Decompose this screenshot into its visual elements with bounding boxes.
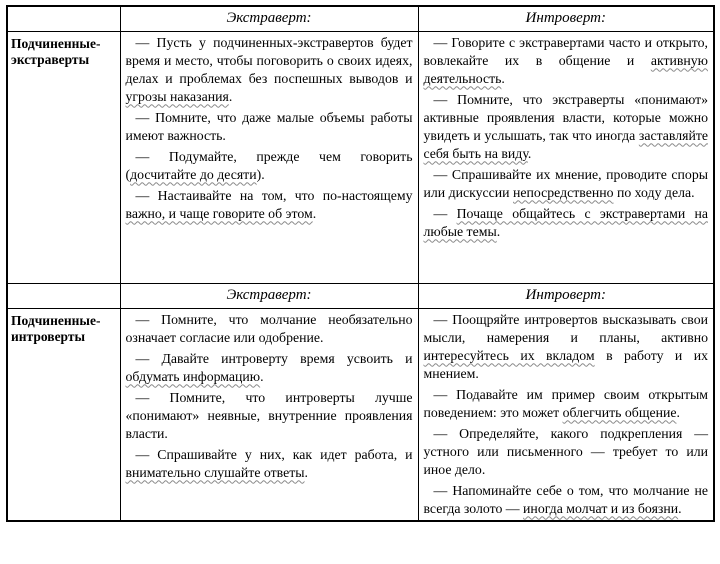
spellcheck-underline: облегчить общение xyxy=(562,404,677,420)
section-row-subordinates-introverts xyxy=(7,308,714,521)
header-row-2 xyxy=(7,283,714,308)
advice-cell-extravert-introverts xyxy=(120,308,418,521)
guideline-item: — Подавайте им пример своим открытым поведением: это может облегчить общение. xyxy=(423,386,708,420)
corner-cell-1 xyxy=(7,6,120,31)
spellcheck-underline: заставляйте себя быть на виду xyxy=(423,127,708,161)
column-header-introvert-2: Интроверт: xyxy=(418,283,714,308)
spellcheck-underline: активную деятельность xyxy=(423,52,708,86)
guideline-item: — Спрашивайте их мнение, проводите споры или дискуссии непосредственно по ходу дела. xyxy=(423,166,708,200)
guideline-item: — Помните, что интроверты лучше «понимают» неявные, внутренние проявления власти. xyxy=(125,389,413,441)
subordinates-communication-table xyxy=(6,5,715,522)
column-header-introvert-1: Интроверт: xyxy=(418,6,714,31)
guideline-item: — Говорите с экстравертами часто и открыто, вовлекайте их в общение и активную деятельность. xyxy=(423,34,708,86)
guideline-item: — Пусть у подчиненных-экстравертов будет время и место, чтобы поговорить о своих идеях, делах и проблемах без поспешных выводов и угрозы наказания. xyxy=(125,34,413,104)
spellcheck-underline: угрозы наказания xyxy=(125,88,229,104)
guideline-item: — Помните, что молчание необязательно означает согласие или одобрение. xyxy=(125,311,413,345)
spellcheck-underline: непосредственно xyxy=(513,184,614,200)
row-label-subordinates-introverts: Подчиненные-интроверты xyxy=(7,308,120,521)
advice-cell-introvert-introverts xyxy=(418,308,714,521)
guideline-item: — Настаивайте на том, что по-настоящему важно, и чаще говорите об этом. xyxy=(125,187,413,221)
guideline-item: — Помните, что экстраверты «понимают» активные проявления власти, которые можно увидеть и услышать, так что иногда заставляйте себя быть на виду. xyxy=(423,91,708,161)
column-header-extravert-1: Экстраверт: xyxy=(120,6,418,31)
spellcheck-underline: обдумать информацию xyxy=(125,368,261,384)
guideline-item: — Поощряйте интровертов высказывать свои мысли, намерения и планы, активно интересуйтесь их вкладом в работу и их мнением. xyxy=(423,311,709,381)
spellcheck-underline: важно, и чаще говорите об этом xyxy=(125,205,313,221)
spellcheck-underline: Почаще общайтесь с экстравертами на любые темы xyxy=(423,205,708,239)
advice-cell-introvert-extraverts xyxy=(418,31,714,283)
advice-cell-extravert-extraverts xyxy=(120,31,418,283)
guideline-item: — Напоминайте себе о том, что молчание не всегда золото — иногда молчат и из боязни. xyxy=(423,482,708,516)
row-label-subordinates-extraverts: Подчиненные-экстраверты xyxy=(7,31,120,283)
guideline-item: — Определяйте, какого подкрепления — устного или письменного — требует то или иное дело. xyxy=(423,425,708,477)
spellcheck-underline: интересуйтесь их вкладом xyxy=(423,347,595,363)
header-row-1 xyxy=(7,6,714,31)
guideline-item: — Помните, что даже малые объемы работы имеют важность. xyxy=(125,109,413,143)
column-header-extravert-2: Экстраверт: xyxy=(120,283,418,308)
guideline-item: — Давайте интроверту время усвоить и обдумать информацию. xyxy=(125,350,413,384)
guideline-item: — Спрашивайте у них, как идет работа, и внимательно слушайте ответы. xyxy=(125,446,413,480)
guideline-item: — Подумайте, прежде чем говорить (досчитайте до десяти). xyxy=(125,148,413,182)
spellcheck-underline: иногда молчат и из боязни xyxy=(523,500,679,516)
spellcheck-underline: внимательно слушайте ответы xyxy=(125,464,305,480)
guideline-item: — Почаще общайтесь с экстравертами на любые темы. xyxy=(423,205,708,239)
corner-cell-2 xyxy=(7,283,120,308)
spellcheck-underline: досчитайте до десяти xyxy=(130,166,257,182)
section-row-subordinates-extraverts xyxy=(7,31,714,283)
